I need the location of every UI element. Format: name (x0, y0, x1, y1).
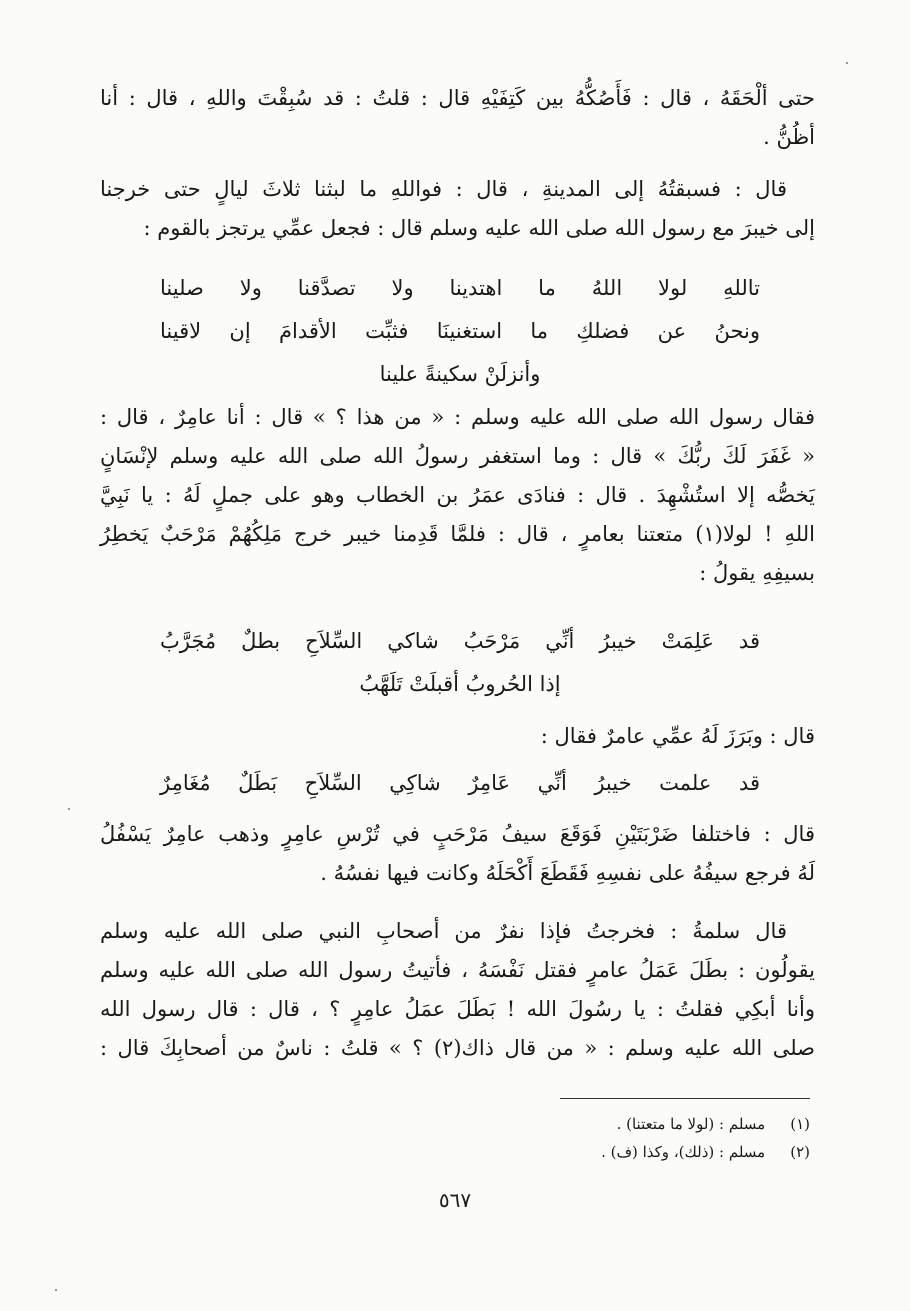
text-line: وأنا أبكِي فقلتُ : يا رسُولَ الله ! بَطَلَ عمَلُ عامِرٍ ؟ ، قال : قال رسول الله (100, 997, 815, 1021)
paragraph-3 (100, 398, 815, 593)
verse-line: تاللهِ لولا اللهُ ما اهتدينا ولا تصدَّقنا ولا صلينا (160, 276, 760, 300)
text-line: قال : فاختلفا ضَرْبَتَيْنِ فَوَقَعَ سيفُ مَرْحَبٍ في تُرْسِ عامِرٍ وذهب عامِرٌ يَسْفُلُ (100, 822, 815, 846)
text-line: أظُنُّ . (763, 125, 815, 149)
text-line: إلى خيبرَ مع رسول الله صلى الله عليه وسلم قال : فجعل عمِّي يرتجز بالقوم : (143, 216, 815, 240)
paragraph-1 (100, 79, 815, 157)
text-line: يقولُون : بطَلَ عَمَلُ عامرٍ فقتل نَفْسَهُ ، فأتيتُ رسول الله صلى الله عليه وسلم (100, 958, 815, 982)
paragraph-6 (100, 912, 815, 1068)
poem-verse-1 (160, 267, 760, 396)
footnote-number: (٢) (790, 1143, 810, 1161)
text-line: قال : فسبقتُهُ إلى المدينةِ ، قال : فواللهِ ما لبثنا ثلاثَ ليالٍ حتى خرجنا (100, 177, 787, 201)
poem-verse-3 (160, 762, 760, 805)
text-line: قال : وبَرَزَ لَهُ عمِّي عامرٌ فقال : (540, 724, 815, 748)
verse-line: ونحنُ عن فضلكِ ما استغنينَا فثبِّت الأقدامَ إن لاقينا (160, 319, 760, 343)
footnote-item (310, 1138, 810, 1166)
text-line: صلى الله عليه وسلم : « من قال ذاك(٢) ؟ » قلتُ : ناسٌ من أصحابِكَ قال : (100, 1036, 816, 1060)
verse-line: وأنزلَنْ سكينةً علينا (379, 362, 541, 386)
text-line: فقال رسول الله صلى الله عليه وسلم : « من هذا ؟ » قال : أنا عامِرٌ ، قال : (100, 405, 815, 429)
verse-line: قد عَلِمَتْ خيبرُ أنِّي مَرْحَبُ شاكي السِّلاَحِ بطلٌ مُجَرَّبُ (160, 629, 760, 653)
text-line: اللهِ ! لولا(١) متعتنا بعامرٍ ، قال : فلمَّا قَدِمنا خيبر خرج مَلِكُهُمْ مَرْحَبٌ يَخطِرُ (100, 522, 815, 546)
page-number: ٥٦٧ (438, 1188, 472, 1212)
paragraph-4 (100, 717, 815, 756)
footnote-divider (560, 1098, 810, 1099)
paragraph-5 (100, 815, 815, 893)
footnote-text: مسلم : (ذلك)، وكذا (ف) . (601, 1143, 766, 1161)
verse-line: قد علمت خيبرُ أنِّي عَامِرٌ شاكِي السِّلاَحِ بَطَلٌ مُغَامِرٌ (160, 771, 760, 795)
text-line: قال سلمةُ : فخرجتُ فإذا نفرٌ من أصحابِ النبي صلى الله عليه وسلم (100, 919, 787, 943)
paragraph-2 (100, 170, 815, 248)
text-line: بسيفِهِ يقولُ : (699, 561, 815, 585)
poem-verse-2 (160, 620, 760, 706)
footnotes (310, 1110, 810, 1166)
scan-speck (846, 62, 848, 64)
footnote-text: مسلم : (لولا ما متعتنا) . (616, 1115, 766, 1133)
text-line: يَخصُّه إلا استُشْهِدَ . قال : فنادَى عمَرُ بن الخطاب وهو على جملٍ لَهُ : يا نَبِيَّ (100, 483, 815, 507)
text-line: حتى ألْحَقَهُ ، قال : فَأَصُكُّهُ بين كَتِفَيْهِ قال : قلتُ : قد سُبِقْتَ واللهِ ، قال : أنا (100, 86, 815, 110)
footnote-number: (١) (790, 1115, 810, 1133)
scan-speck (55, 1289, 57, 1291)
text-line: لَهُ فرجع سيفُهُ على نفسِهِ فَقَطَعَ أَكْحَلَهُ وكانت فيها نفسُهُ . (320, 861, 815, 885)
footnote-item (310, 1110, 810, 1138)
verse-line: إذا الحُروبُ أقبلَتْ تَلَهَّبُ (359, 672, 561, 696)
text-line: « غَفَرَ لَكَ ربُّكَ » قال : وما استغفر رسولُ الله صلى الله عليه وسلم لإنْسَانٍ (100, 444, 815, 468)
scan-speck (68, 808, 70, 810)
